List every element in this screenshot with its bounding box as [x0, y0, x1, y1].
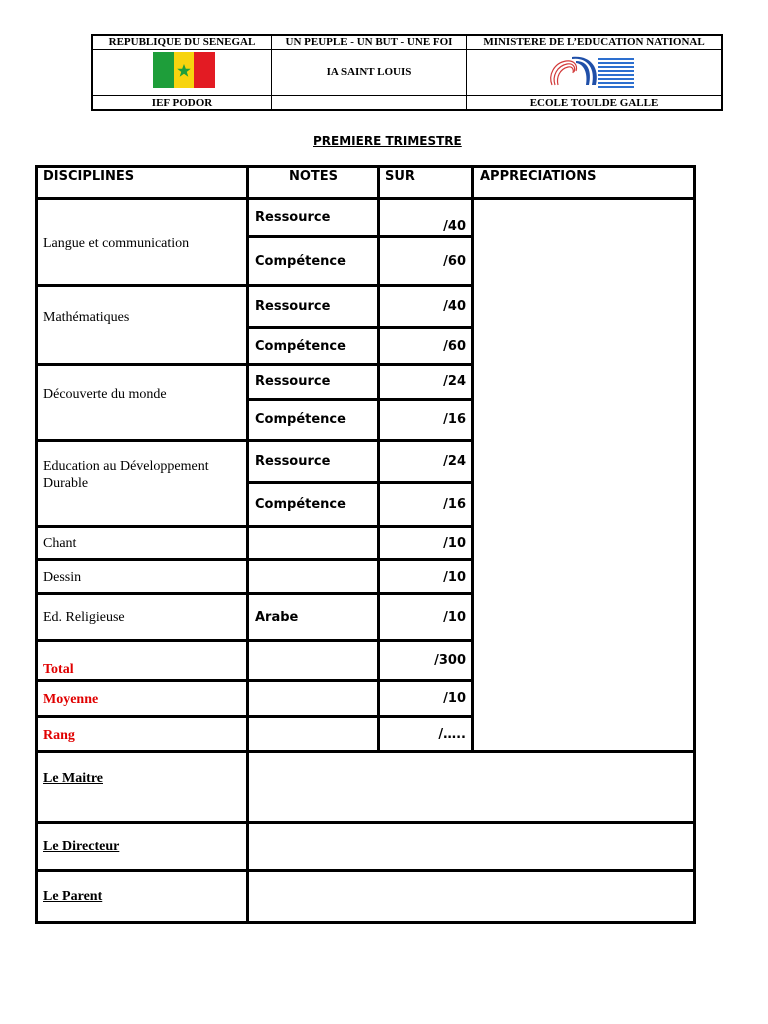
header-border-row1: [91, 49, 723, 50]
discipline-langue: Langue et communication: [43, 236, 190, 251]
moyenne-sur: /10: [443, 691, 466, 706]
maths-ressource-label: Ressource: [255, 299, 331, 314]
row-line-total: [35, 679, 473, 682]
discipline-religieuse: Ed. Religieuse: [43, 610, 125, 625]
decouverte-competence-sur: /16: [443, 412, 466, 427]
maths-ressource-sur: /40: [443, 299, 466, 314]
discipline-edd-line2: Durable: [43, 476, 89, 491]
table-header-line: [35, 197, 696, 200]
total-sur: /300: [434, 653, 466, 668]
table-col-line-1: [246, 165, 249, 924]
national-motto: UN PEUPLE - UN BUT - UNE FOI: [285, 36, 453, 48]
discipline-chant: Chant: [43, 536, 77, 551]
chant-sur: /10: [443, 536, 466, 551]
signature-maitre-label: Le Maitre: [43, 771, 103, 786]
discipline-edd-line1: Education au Développement: [43, 459, 209, 474]
signature-parent-label: Le Parent: [43, 889, 103, 904]
religieuse-sur: /10: [443, 610, 466, 625]
maths-competence-sur: /60: [443, 339, 466, 354]
table-border-right: [693, 165, 696, 924]
edd-competence-label: Compétence: [255, 497, 346, 512]
ministry-name: MINISTERE DE L’EDUCATION NATIONAL: [483, 36, 705, 48]
decouverte-competence-label: Compétence: [255, 412, 346, 427]
langue-competence-label: Compétence: [255, 254, 346, 269]
edd-ressource-label: Ressource: [255, 454, 331, 469]
decouverte-ressource-label: Ressource: [255, 374, 331, 389]
column-header-appreciations: APPRECIATIONS: [480, 169, 597, 184]
ministry-logo: [546, 55, 638, 91]
langue-ressource-sur: /40: [443, 219, 466, 234]
edd-competence-sur: /16: [443, 497, 466, 512]
row-line-moyenne: [35, 715, 473, 718]
row-line-edd: [35, 525, 473, 528]
subrow-line-decouverte: [246, 398, 473, 401]
discipline-maths: Mathématiques: [43, 310, 130, 325]
maths-competence-label: Compétence: [255, 339, 346, 354]
country-name: REPUBLIQUE DU SENEGAL: [108, 36, 256, 48]
row-line-dessin: [35, 592, 473, 595]
total-label: Total: [43, 662, 74, 677]
table-border-top: [35, 165, 696, 168]
edd-ressource-sur: /24: [443, 454, 466, 469]
subrow-line-langue: [246, 235, 473, 238]
page-title: PREMIERE TRIMESTRE: [313, 134, 462, 148]
rang-label: Rang: [43, 728, 75, 743]
row-line-chant: [35, 558, 473, 561]
dessin-sur: /10: [443, 570, 466, 585]
rang-sur: /…..: [438, 727, 466, 742]
moyenne-label: Moyenne: [43, 692, 99, 707]
discipline-dessin: Dessin: [43, 570, 82, 585]
header-border-right: [721, 34, 723, 111]
table-border-left: [35, 165, 38, 924]
langue-competence-sur: /60: [443, 254, 466, 269]
column-header-disciplines: DISCIPLINES: [43, 169, 135, 184]
signature-directeur-label: Le Directeur: [43, 839, 120, 854]
row-line-langue: [35, 284, 473, 287]
senegal-flag: [153, 52, 215, 88]
table-sig-line-2: [35, 821, 696, 824]
column-header-sur: SUR: [385, 169, 415, 184]
ief-name: IEF PODOR: [151, 97, 213, 109]
discipline-edd: [43, 458, 209, 492]
langue-ressource-label: Ressource: [255, 210, 331, 225]
decouverte-ressource-sur: /24: [443, 374, 466, 389]
table-col-line-3: [471, 165, 474, 752]
subrow-line-edd: [246, 481, 473, 484]
religieuse-note: Arabe: [255, 610, 299, 625]
column-header-notes: NOTES: [289, 169, 339, 184]
discipline-decouverte: Découverte du monde: [43, 387, 167, 402]
row-line-religieuse: [35, 639, 473, 642]
row-line-maths: [35, 363, 473, 366]
subrow-line-maths: [246, 326, 473, 329]
school-name: ECOLE TOULDE GALLE: [529, 97, 659, 109]
table-sig-line-3: [35, 869, 696, 872]
table-border-bottom: [35, 921, 696, 924]
row-line-decouverte: [35, 439, 473, 442]
table-sig-line-1: [35, 750, 696, 753]
ia-name: IA SAINT LOUIS: [326, 66, 412, 78]
